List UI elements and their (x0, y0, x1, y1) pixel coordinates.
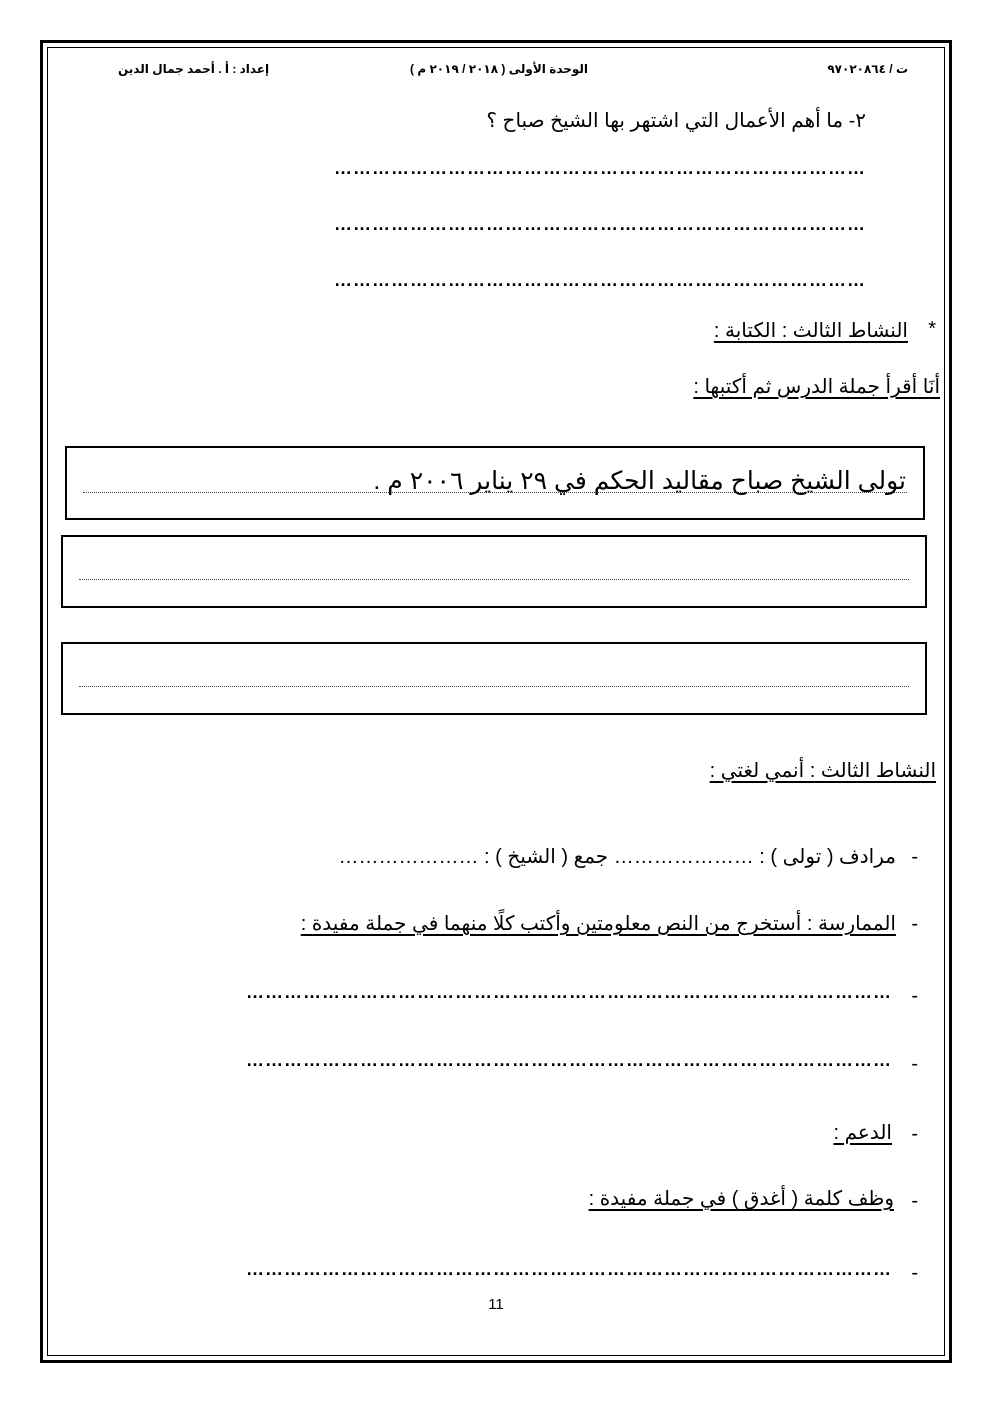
bullet-support: - (911, 1123, 918, 1145)
writing-box-2[interactable] (61, 642, 927, 715)
page-number: 11 (488, 1296, 504, 1313)
bullet-practice: - (911, 913, 918, 935)
writing-activity-title: النشاط الثالث : الكتابة : (713, 320, 908, 342)
bullet-use-word: - (911, 1190, 918, 1212)
practice-answer-line-2[interactable]: ………………………………………………………………………………………… (246, 1050, 892, 1070)
use-word-answer-line[interactable]: ………………………………………………………………………………………… (246, 1259, 892, 1279)
writing-box-1[interactable] (61, 535, 927, 608)
question-2: ٢- ما أهم الأعمال التي اشتهر بها الشيخ صباح ؟ (486, 110, 866, 132)
answer-line-2[interactable]: ………………………………………………………………………… (334, 214, 866, 234)
practice-answer-line-1[interactable]: ………………………………………………………………………………………… (246, 982, 892, 1002)
bullet-answer-2: - (911, 1053, 918, 1075)
bullet-synonym: - (911, 846, 918, 868)
writing-line-2 (79, 686, 909, 687)
activity-star: * (928, 318, 936, 340)
practice-instruction: الممارسة : أستخرج من النص معلومتين وأكتب كلًا منهما في جملة مفيدة : (300, 913, 896, 935)
header-unit: الوحدة الأولى ( ٢٠١٨ / ٢٠١٩ م ) (410, 62, 589, 76)
writing-line-1 (79, 579, 909, 580)
use-word-instruction: وظف كلمة ( أغدق ) في جملة مفيدة : (588, 1188, 894, 1210)
support-label: الدعم : (833, 1122, 892, 1144)
writing-instruction: أنَا أقرأ جملة الدرس ثم أكتبها : (693, 376, 940, 398)
header-phone: ت / ٩٧٠٢٠٨٦٤ (827, 62, 908, 76)
bullet-use-word-answer: - (911, 1262, 918, 1284)
lesson-sentence: تولى الشيخ صباح مقاليد الحكم في ٢٩ يناير ٢٠٠٦ م . (373, 467, 906, 495)
language-activity-title: النشاط الثالث : أنمي لغتي : (709, 760, 936, 782)
synonym-plural-line: مرادف ( تولى ) : ………………… جمع ( الشيخ ) : ………………… (338, 846, 896, 868)
answer-line-1[interactable]: ………………………………………………………………………… (334, 158, 866, 178)
bullet-answer-1: - (911, 985, 918, 1007)
answer-line-3[interactable]: ………………………………………………………………………… (334, 270, 866, 290)
header-author: إعداد : أ . أحمد جمال الدين (118, 62, 270, 76)
